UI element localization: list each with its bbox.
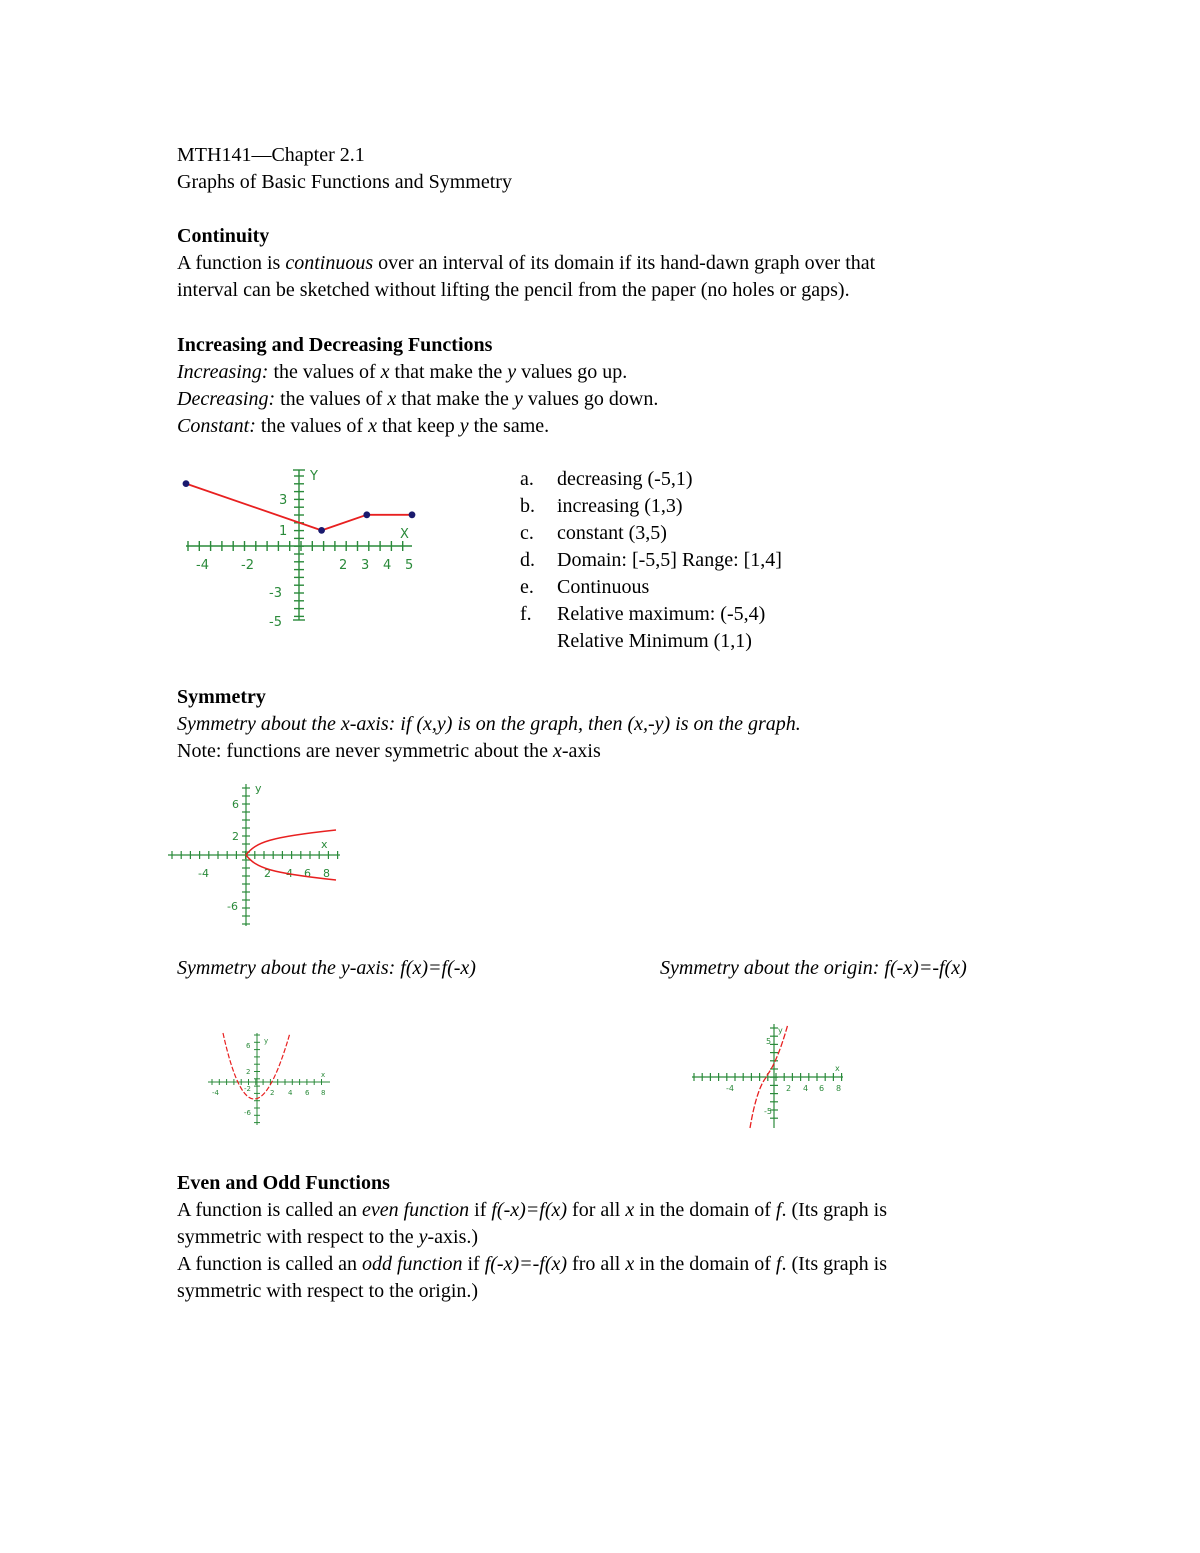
data-point (318, 527, 325, 534)
x-axis-symmetry-graph (160, 780, 360, 930)
graph4-y-tick: 5 (766, 1037, 772, 1046)
origin-symmetry-graph (688, 1020, 848, 1132)
continuity-heading: Continuity (177, 225, 270, 247)
symmetry-note: Note: functions are never symmetric about the x-axis (177, 740, 601, 762)
page-subtitle: Graphs of Basic Functions and Symmetry (177, 171, 512, 193)
data-point (363, 511, 370, 518)
graph4-y-tick: -5 (764, 1107, 772, 1116)
graph2-x-tick: 4 (286, 867, 293, 880)
graph1-x-tick: 5 (405, 558, 414, 573)
piecewise-graph (170, 462, 430, 632)
incdec-heading: Increasing and Decreasing Functions (177, 334, 493, 356)
graph3-y-tick: 6 (246, 1042, 251, 1050)
constant-def: Constant: the values of x that keep y the same. (177, 415, 550, 437)
y-axis-symmetry-graph (200, 1025, 340, 1130)
graph2-y-tick: -6 (227, 900, 238, 913)
property-item: a. decreasing (-5,1) (520, 468, 693, 490)
graph2-x-tick: 8 (323, 867, 330, 880)
decreasing-def: Decreasing: the values of x that make the y values go down. (177, 388, 659, 410)
property-item: Relative Minimum (1,1) (557, 630, 752, 652)
graph3-x-tick: 4 (288, 1089, 293, 1097)
graph2-x-label: x (321, 838, 328, 851)
even-function-def-line2: symmetric with respect to the y-axis.) (177, 1226, 479, 1248)
course-title: MTH141—Chapter 2.1 (177, 144, 365, 166)
continuity-def-line2: interval can be sketched without lifting the pencil from the paper (no holes or gaps). (177, 279, 850, 301)
graph4-x-tick: 8 (836, 1084, 842, 1093)
property-item: f. Relative maximum: (-5,4) (520, 603, 766, 625)
graph4-x-label: x (835, 1064, 840, 1073)
graph1-axes (186, 470, 412, 620)
symmetry-heading: Symmetry (177, 686, 266, 708)
graph1-y-tick: 3 (279, 493, 288, 508)
graph1-y-tick: -5 (269, 615, 282, 630)
graph3-x-tick: 6 (305, 1089, 310, 1097)
graph1-y-label: Y (310, 469, 318, 484)
graph2-x-tick: 6 (304, 867, 311, 880)
graph2-x-tick: 2 (264, 867, 271, 880)
property-item: d. Domain: [-5,5] Range: [1,4] (520, 549, 782, 571)
evenodd-heading: Even and Odd Functions (177, 1172, 390, 1194)
graph4-x-tick: 6 (819, 1084, 825, 1093)
property-item: c. constant (3,5) (520, 522, 667, 544)
odd-function-def-line2: symmetric with respect to the origin.) (177, 1280, 479, 1302)
graph3-y-tick: 2 (246, 1068, 251, 1076)
graph1-x-tick: 2 (339, 558, 348, 573)
graph3-y-label: y (264, 1037, 269, 1045)
property-item: e. Continuous (520, 576, 650, 598)
graph1-y-tick: -3 (269, 586, 282, 601)
increasing-def: Increasing: the values of x that make the y values go up. (177, 361, 628, 383)
graph3-x-tick: 2 (270, 1089, 275, 1097)
data-point (409, 511, 416, 518)
graph4-y-label: y (778, 1026, 783, 1035)
graph1-x-tick: 4 (383, 558, 392, 573)
graph4-x-tick: -4 (726, 1084, 734, 1093)
graph3-x-tick: 8 (321, 1089, 326, 1097)
graph1-x-tick: -2 (241, 558, 254, 573)
graph4-x-tick: 2 (786, 1084, 792, 1093)
graph1-y-tick: 1 (279, 524, 288, 539)
odd-function-def: A function is called an odd function if f(-x)=-f(x) fro all x in the domain of f. (Its graph is (177, 1253, 887, 1275)
graph1-x-label: X (400, 527, 409, 542)
graph2-y-tick: 2 (232, 830, 239, 843)
continuity-def-line1: A function is continuous over an interval of its domain if its hand-dawn graph over that (177, 252, 876, 274)
graph2-y-label: y (255, 782, 262, 795)
graph1-x-tick: -4 (196, 558, 209, 573)
graph1-x-tick: 3 (361, 558, 370, 573)
graph3-y-tick: -6 (244, 1109, 251, 1117)
property-item: b. increasing (1,3) (520, 495, 683, 517)
graph2-y-tick: 6 (232, 798, 239, 811)
symmetry-origin-def: Symmetry about the origin: f(-x)=-f(x) (660, 957, 967, 979)
graph3-x-label: x (321, 1071, 326, 1079)
graph-properties-list (520, 466, 782, 655)
graph4-x-tick: 4 (803, 1084, 809, 1093)
graph2-x-tick: -4 (198, 867, 209, 880)
symmetry-x-axis-def: Symmetry about the x-axis: if (x,y) is on the graph, then (x,-y) is on the graph. (177, 713, 801, 735)
graph3-y-tick: -2 (244, 1085, 251, 1093)
graph3-x-tick: -4 (212, 1089, 219, 1097)
data-point (183, 480, 190, 487)
even-function-def: A function is called an even function if f(-x)=f(x) for all x in the domain of f. (Its graph is (177, 1199, 887, 1221)
symmetry-y-axis-def: Symmetry about the y-axis: f(x)=f(-x) (177, 957, 476, 979)
